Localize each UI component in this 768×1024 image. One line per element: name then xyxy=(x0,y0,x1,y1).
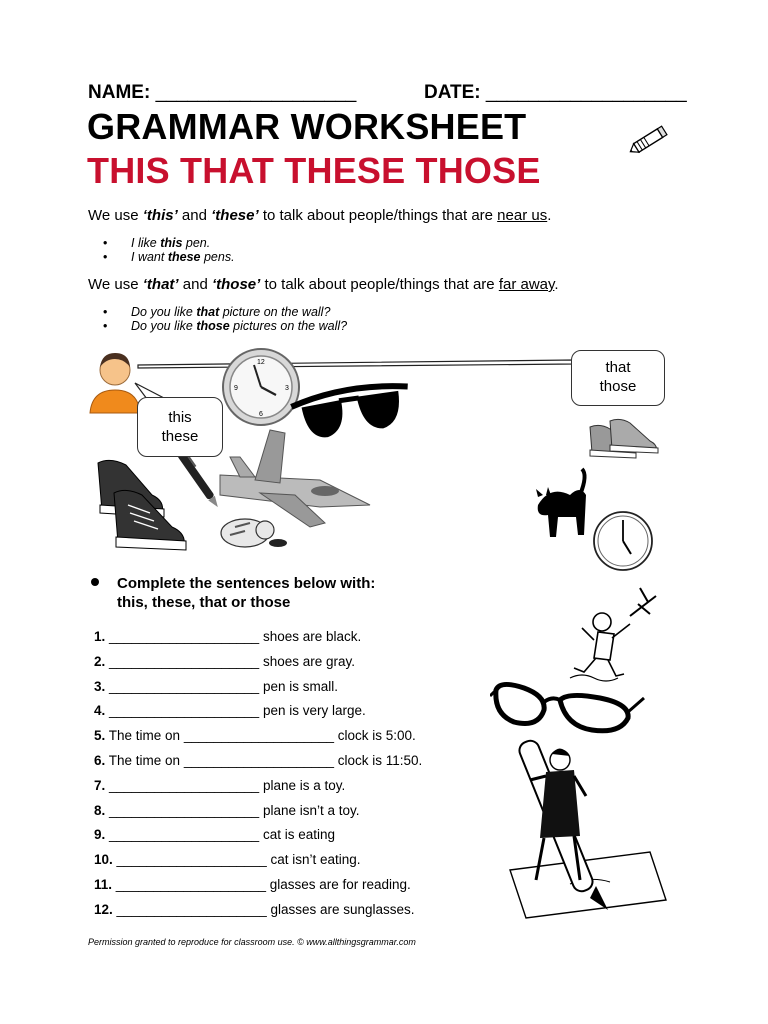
exercise-text: shoes are black. xyxy=(259,629,362,644)
bubble-far: that those xyxy=(571,350,665,406)
exercise-text: clock is 5:00. xyxy=(334,728,416,744)
instruction: Complete the sentences below with: this, these, that or those xyxy=(117,575,376,611)
exercise-number: 3. xyxy=(94,678,106,694)
exercise-number: 8. xyxy=(94,802,106,818)
exercise-text: glasses are sunglasses. xyxy=(266,901,415,917)
exercise-blank[interactable]: ____________________ xyxy=(183,753,334,768)
example-far-2: • Do you like those pictures on the wall? xyxy=(103,319,348,333)
exercise-text: pen is very large. xyxy=(259,703,366,719)
exercise-text: plane isn’t a toy. xyxy=(259,802,360,818)
date-field: DATE: ___________________ xyxy=(424,82,687,103)
exercise-number: 10. xyxy=(94,852,113,868)
example-near-2: • I want these pens. xyxy=(103,250,235,264)
sneakers-icon xyxy=(98,460,186,550)
small-sneakers-icon xyxy=(590,419,658,458)
exercise-text: shoes are gray. xyxy=(259,653,356,669)
footer-copyright: Permission granted to reproduce for classroom use. © www.allthingsgrammar.com xyxy=(88,937,416,947)
exercise-blank[interactable]: ____________________ xyxy=(116,852,267,868)
page-title: GRAMMAR WORKSHEET xyxy=(87,106,527,147)
exercise-item xyxy=(94,679,338,695)
exercise-item xyxy=(94,827,335,843)
name-field: NAME: ___________________ xyxy=(88,82,357,103)
exercise-number: 2. xyxy=(94,653,106,669)
exercise-blank[interactable]: ____________________ xyxy=(116,901,267,917)
exercise-blank[interactable]: ____________________ xyxy=(109,629,260,644)
exercise-item xyxy=(94,803,360,819)
exercise-blank[interactable]: ____________________ xyxy=(109,703,260,719)
wall-clock-icon xyxy=(223,349,299,425)
exercise-item xyxy=(94,902,415,918)
bullet-icon xyxy=(90,577,100,587)
reading-glasses-icon xyxy=(490,684,644,730)
exercise-item xyxy=(94,728,416,744)
right-illustrations xyxy=(490,580,680,920)
rule-near: We use ‘this’ and ‘these’ to talk about people/things that are near us. xyxy=(88,207,552,224)
small-clock-icon xyxy=(594,512,652,570)
exercise-item xyxy=(94,778,345,794)
exercise-item xyxy=(94,852,361,868)
exercise-blank[interactable]: ____________________ xyxy=(109,777,260,793)
example-far-1: • Do you like that picture on the wall? xyxy=(103,305,331,319)
pencil-icon xyxy=(626,120,672,160)
exercise-number: 9. xyxy=(94,827,106,843)
exercise-item xyxy=(94,629,361,645)
far-pointer xyxy=(138,360,572,368)
exercise-number: 5. xyxy=(94,728,106,744)
exercise-text: glasses are for reading. xyxy=(265,877,411,892)
exercise-number: 1. xyxy=(94,629,106,644)
sunglasses-icon xyxy=(290,381,413,441)
exercise-blank[interactable]: ____________________ xyxy=(109,653,260,669)
exercise-prefix: The time on xyxy=(108,728,184,744)
svg-text:9: 9 xyxy=(234,385,238,392)
jet-plane-icon xyxy=(220,430,370,527)
exercise-number: 4. xyxy=(94,703,106,719)
svg-text:6: 6 xyxy=(259,411,263,418)
exercise-prefix: The time on xyxy=(108,753,184,768)
svg-text:12: 12 xyxy=(257,359,265,366)
exercise-number: 11. xyxy=(94,877,113,892)
pen-icon xyxy=(177,450,223,510)
page-subtitle: THIS THAT THESE THOSE xyxy=(87,150,541,191)
exercise-item xyxy=(94,877,411,893)
person-icon xyxy=(90,353,140,413)
exercise-number: 7. xyxy=(94,777,106,793)
bubble-near: this these xyxy=(137,397,223,457)
woman-with-giant-pen-icon xyxy=(510,738,666,918)
exercise-blank[interactable]: ____________________ xyxy=(109,802,260,818)
exercise-text: cat is eating xyxy=(259,827,335,843)
exercise-text: cat isn’t eating. xyxy=(266,852,361,868)
exercise-blank[interactable]: ____________________ xyxy=(183,728,334,744)
exercise-item xyxy=(94,753,422,769)
exercise-text: pen is small. xyxy=(259,678,338,694)
example-near-1: • I like this pen. xyxy=(103,236,211,250)
svg-text:3: 3 xyxy=(285,385,289,392)
exercise-blank[interactable]: ____________________ xyxy=(115,877,266,892)
exercise-text: clock is 11:50. xyxy=(334,753,423,768)
exercise-number: 12. xyxy=(94,901,113,917)
rule-far: We use ‘that’ and ‘those’ to talk about people/things that are far away. xyxy=(88,276,559,293)
exercise-item xyxy=(94,654,355,670)
exercise-item xyxy=(94,703,366,719)
cat-eating-icon xyxy=(221,519,287,547)
boy-with-toy-plane-icon xyxy=(570,588,656,681)
black-cat-icon xyxy=(536,469,586,537)
exercise-blank[interactable]: ____________________ xyxy=(109,678,260,694)
exercise-blank[interactable]: ____________________ xyxy=(109,827,260,843)
exercise-number: 6. xyxy=(94,753,106,768)
exercise-text: plane is a toy. xyxy=(259,777,346,793)
